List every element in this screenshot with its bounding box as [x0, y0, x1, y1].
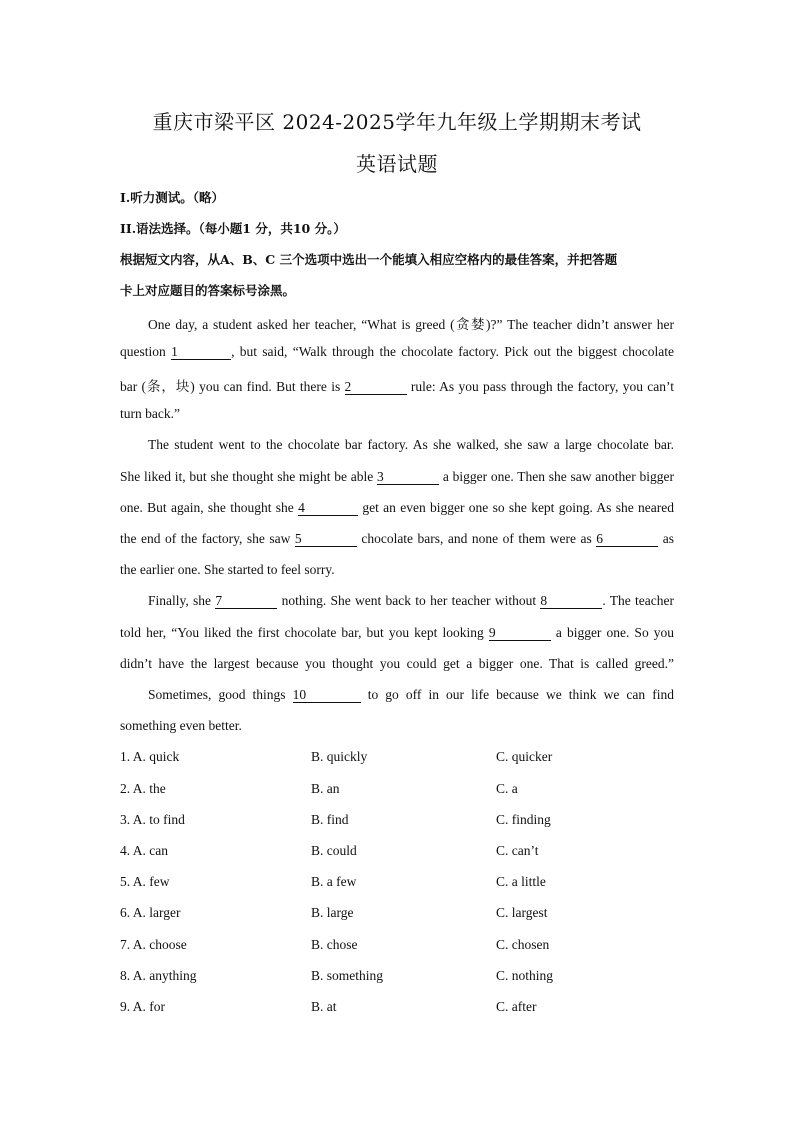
passage-line [120, 344, 674, 360]
passage-text: question [120, 344, 172, 359]
option-a: 6. A. larger [120, 905, 181, 920]
passage-text: get an even bigger one so she kept going. As she neared [358, 500, 674, 515]
option-a: 2. A. the [120, 781, 166, 796]
exam-subtitle: 英语试题 [356, 152, 438, 176]
exam-title: 重庆市梁平区 2024-2025学年九年级上学期期末考试 [152, 110, 642, 134]
option-b: B. chose [311, 937, 358, 952]
passage-line [120, 500, 674, 516]
passage-line: something even better. [120, 718, 242, 733]
section-grammar-heading: II.语法选择。（每小题1 分，共10 分。） [120, 221, 346, 236]
passage-line [148, 593, 674, 609]
option-b: B. quickly [311, 749, 368, 764]
passage-line: the earlier one. She started to feel sorry. [120, 562, 335, 577]
option-b: B. large [311, 905, 354, 920]
passage-text: bar (条，块) you can find. But there is [120, 379, 345, 394]
passage-text: the end of the factory, she saw [120, 531, 295, 546]
passage-text: a bigger one. So you [550, 625, 675, 640]
passage-line: One day, a student asked her teacher, “What is greed (贪婪)?” The teacher didn’t answer her [148, 317, 674, 332]
passage-line [120, 625, 674, 641]
passage-text: Sometimes, good things [148, 687, 293, 702]
option-c: C. can’t [496, 843, 539, 858]
passage-text: a bigger one. Then she saw another bigger [439, 469, 675, 484]
passage-text: . The teacher [602, 593, 674, 608]
option-a: 3. A. to find [120, 812, 185, 827]
answer-blank-2: 2 [345, 380, 407, 395]
option-a: 1. A. quick [120, 749, 180, 764]
option-b: B. find [311, 812, 349, 827]
passage-line: turn back.” [120, 406, 180, 421]
option-b: B. something [311, 968, 384, 983]
option-c: C. after [496, 999, 537, 1014]
option-b: B. an [311, 781, 340, 796]
passage-text: one. But again, she thought she [120, 500, 299, 515]
passage-text: as [658, 531, 674, 546]
answer-blank-6: 6 [596, 532, 658, 547]
option-a: 7. A. choose [120, 937, 187, 952]
option-c: C. largest [496, 905, 548, 920]
passage-text: chocolate bars, and none of them were as [356, 531, 597, 546]
passage-text: , but said, “Walk through the chocolate factory. Pick out the biggest chocolate [231, 344, 674, 359]
option-a: 8. A. anything [120, 968, 197, 983]
passage-text: nothing. She went back to her teacher without [277, 593, 541, 608]
passage-text: She liked it, but she thought she might be able [120, 469, 378, 484]
answer-blank-10: 10 [293, 688, 361, 703]
option-c: C. chosen [496, 937, 550, 952]
option-b: B. a few [311, 874, 357, 889]
instruction-line-1: 根据短文内容，从A、B、C 三个选项中选出一个能填入相应空格内的最佳答案，并把答题 [120, 252, 618, 267]
passage-line: didn’t have the largest because you thought you could get a bigger one. That is called greed.” [120, 656, 674, 671]
answer-blank-7: 7 [215, 594, 277, 609]
passage-text: rule: As you pass through the factory, you can’t [406, 379, 674, 394]
option-b: B. at [311, 999, 337, 1014]
answer-blank-1: 1 [171, 345, 231, 360]
answer-blank-3: 3 [377, 470, 439, 485]
instruction-line-2: 卡上对应题目的答案标号涂黑。 [120, 283, 296, 298]
option-a: 4. A. can [120, 843, 168, 858]
passage-text: Finally, she [148, 593, 216, 608]
passage-text: told her, “You liked the first chocolate bar, but you kept looking [120, 625, 489, 640]
option-b: B. could [311, 843, 357, 858]
passage-text: to go off in our life because we think we can find [360, 687, 674, 702]
passage-line [148, 687, 674, 703]
answer-blank-5: 5 [295, 532, 357, 547]
section-listening-heading: I.听力测试。（略） [120, 190, 224, 205]
option-a: 5. A. few [120, 874, 170, 889]
passage-line [120, 469, 674, 485]
option-c: C. finding [496, 812, 551, 827]
passage-line [120, 531, 674, 547]
answer-blank-8: 8 [540, 594, 602, 609]
option-a: 9. A. for [120, 999, 165, 1014]
option-c: C. a [496, 781, 518, 796]
option-c: C. nothing [496, 968, 554, 983]
passage-line [120, 375, 674, 395]
option-c: C. a little [496, 874, 546, 889]
option-c: C. quicker [496, 749, 553, 764]
answer-blank-9: 9 [489, 626, 551, 641]
passage-line: The student went to the chocolate bar factory. As she walked, she saw a large chocolate bar. [148, 437, 674, 452]
answer-blank-4: 4 [298, 501, 358, 516]
